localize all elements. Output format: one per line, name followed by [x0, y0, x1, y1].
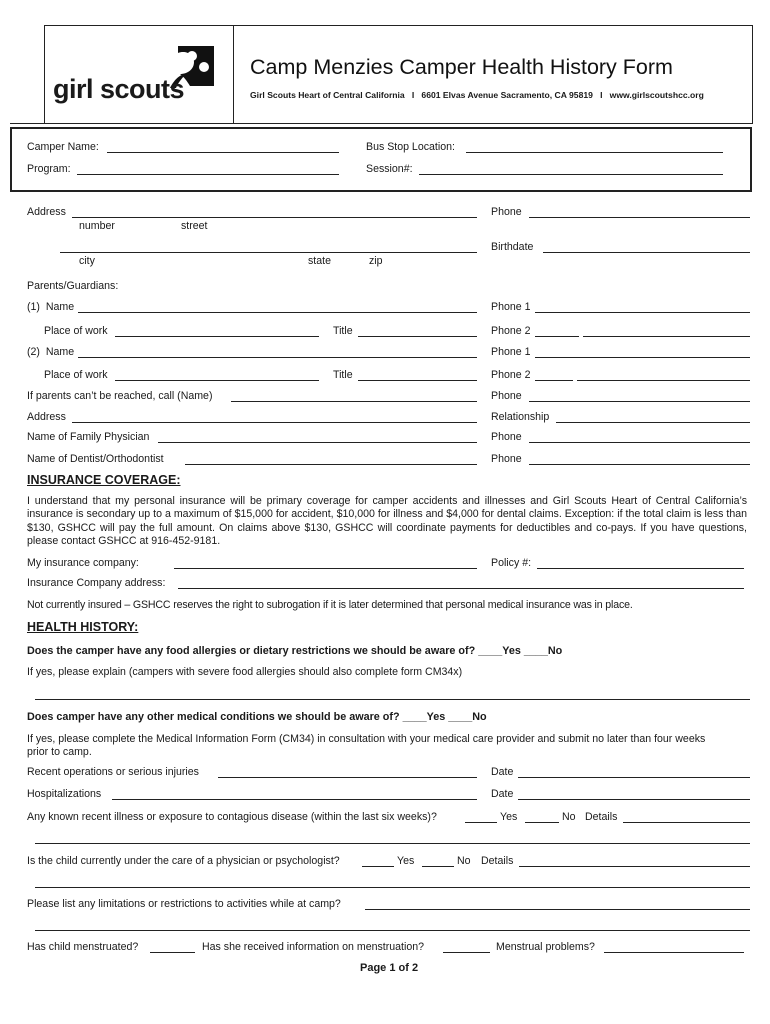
city-caption: city	[79, 255, 95, 267]
parent2-phone2-field[interactable]	[577, 380, 750, 381]
parent1-title-label: Title	[333, 325, 353, 337]
allergies-explain-field[interactable]	[35, 699, 750, 700]
relationship-label: Relationship	[491, 411, 550, 423]
menstruated-field[interactable]	[150, 952, 195, 953]
emergency-phone-field[interactable]	[529, 401, 750, 402]
parent2-title-label: Title	[333, 369, 353, 381]
parents-heading: Parents/Guardians:	[27, 280, 119, 292]
contagious-details-field[interactable]	[623, 822, 750, 823]
allergies-explain: If yes, please explain (campers with severe food allergies should also complete form CM34x)	[27, 666, 463, 678]
health-heading: HEALTH HISTORY:	[27, 620, 139, 634]
program-label: Program:	[27, 163, 71, 175]
policy-field[interactable]	[537, 568, 744, 569]
limitations-line2[interactable]	[35, 930, 750, 931]
logo-text: girl scouts	[53, 74, 185, 104]
menstruated-label: Has child menstruated?	[27, 941, 139, 953]
parent1-phone1-label: Phone 1	[491, 301, 531, 313]
parent2-name-field[interactable]	[78, 357, 477, 358]
emergency-contact-field[interactable]	[231, 401, 477, 402]
session-field[interactable]	[419, 174, 723, 175]
parent2-phone2-label: Phone 2	[491, 369, 531, 381]
address-number-caption: number	[79, 220, 115, 232]
insurance-company-field[interactable]	[174, 568, 477, 569]
limitations-field[interactable]	[365, 909, 750, 910]
relationship-field[interactable]	[556, 422, 750, 423]
bus-stop-field[interactable]	[466, 152, 723, 153]
org-subtitle: Girl Scouts Heart of Central California I 6601 Elvas Avenue Sacramento, CA 95819 I www.girlscoutshcc.org	[250, 90, 704, 100]
address-label: Address	[27, 206, 66, 218]
operations-date-field[interactable]	[518, 777, 750, 778]
address-street-caption: street	[181, 220, 208, 232]
physician-care-yes-label: Yes	[397, 855, 415, 867]
physician-care-no-label: No	[457, 855, 471, 867]
parent1-work-label: Place of work	[44, 325, 108, 337]
camper-name-label: Camper Name:	[27, 141, 99, 153]
parent2-phone1-label: Phone 1	[491, 346, 531, 358]
parent1-title-field[interactable]	[358, 336, 477, 337]
parent2-phone1-field[interactable]	[535, 357, 750, 358]
bus-stop-label: Bus Stop Location:	[366, 141, 455, 153]
physician-care-details-line2[interactable]	[35, 887, 750, 888]
limitations-question: Please list any limitations or restrictions to activities while at camp?	[27, 898, 341, 910]
dentist-field[interactable]	[185, 464, 477, 465]
emergency-address-field[interactable]	[72, 422, 477, 423]
contagious-question: Any known recent illness or exposure to contagious disease (within the last six weeks)?	[27, 811, 437, 823]
hospitalizations-date-field[interactable]	[518, 799, 750, 800]
menstrual-problems-field[interactable]	[604, 952, 744, 953]
hospitalizations-field[interactable]	[112, 799, 477, 800]
phone-field[interactable]	[529, 217, 750, 218]
physician-phone-field[interactable]	[529, 442, 750, 443]
zip-caption: zip	[369, 255, 383, 267]
parent2-phone2-area[interactable]	[535, 380, 573, 381]
address-field[interactable]	[72, 217, 477, 218]
dentist-phone-field[interactable]	[529, 464, 750, 465]
parent1-work-field[interactable]	[115, 336, 319, 337]
physician-care-details-label: Details	[481, 855, 514, 867]
city-state-zip-field[interactable]	[60, 252, 477, 253]
camper-name-field[interactable]	[107, 152, 339, 153]
insurance-company-label: My insurance company:	[27, 557, 139, 569]
physician-care-no-field[interactable]	[422, 866, 454, 867]
parent2-title-field[interactable]	[358, 380, 477, 381]
parent1-phone2-label: Phone 2	[491, 325, 531, 337]
parent1-phone2-field[interactable]	[583, 336, 750, 337]
state-caption: state	[308, 255, 331, 267]
menstruation-info-label: Has she received information on menstruation?	[202, 941, 424, 953]
emergency-phone-label: Phone	[491, 390, 522, 402]
operations-label: Recent operations or serious injuries	[27, 766, 199, 778]
parent2-name-label: (2) Name	[27, 346, 75, 358]
contagious-yes-label: Yes	[500, 811, 518, 823]
page-number: Page 1 of 2	[360, 962, 419, 974]
insurance-address-label: Insurance Company address:	[27, 577, 166, 589]
parent1-phone1-field[interactable]	[535, 312, 750, 313]
physician-field[interactable]	[158, 442, 477, 443]
contagious-no-field[interactable]	[525, 822, 559, 823]
contagious-details-label: Details	[585, 811, 618, 823]
conditions-question: Does camper have any other medical conditions we should be aware of? ____Yes ____No	[27, 711, 487, 723]
not-insured-note: Not currently insured – GSHCC reserves the right to subrogation if it is later determined that personal medical insurance was in place.	[27, 599, 633, 611]
emergency-address-label: Address	[27, 411, 66, 423]
insurance-heading: INSURANCE COVERAGE:	[27, 473, 181, 487]
menstrual-problems-label: Menstrual problems?	[496, 941, 595, 953]
phone-label: Phone	[491, 206, 522, 218]
insurance-address-field[interactable]	[178, 588, 744, 589]
operations-field[interactable]	[218, 777, 477, 778]
hospitalizations-date-label: Date	[491, 788, 514, 800]
operations-date-label: Date	[491, 766, 514, 778]
parent1-name-label: (1) Name	[27, 301, 75, 313]
policy-label: Policy #:	[491, 557, 532, 569]
physician-care-details-field[interactable]	[519, 866, 750, 867]
dentist-phone-label: Phone	[491, 453, 522, 465]
hospitalizations-label: Hospitalizations	[27, 788, 102, 800]
parent2-work-label: Place of work	[44, 369, 108, 381]
physician-label: Name of Family Physician	[27, 431, 150, 443]
parent1-phone2-area[interactable]	[535, 336, 579, 337]
page-title: Camp Menzies Camper Health History Form	[250, 55, 673, 79]
allergies-question: Does the camper have any food allergies or dietary restrictions we should be aware of? ____Yes ____No	[27, 645, 563, 657]
contagious-yes-field[interactable]	[465, 822, 497, 823]
birthdate-field[interactable]	[543, 252, 750, 253]
program-field[interactable]	[77, 174, 339, 175]
conditions-explain: If yes, please complete the Medical Information Form (CM34) in consultation with your medical care provider and submit no later than four weeks prior to camp.	[27, 733, 706, 759]
session-label: Session#:	[366, 163, 413, 175]
parent1-name-field[interactable]	[78, 312, 477, 313]
contagious-details-line2[interactable]	[35, 843, 750, 844]
dentist-label: Name of Dentist/Orthodontist	[27, 453, 164, 465]
contagious-no-label: No	[562, 811, 576, 823]
birthdate-label: Birthdate	[491, 241, 534, 253]
physician-care-yes-field[interactable]	[362, 866, 394, 867]
menstruation-info-field[interactable]	[443, 952, 490, 953]
physician-care-question: Is the child currently under the care of a physician or psychologist?	[27, 855, 340, 867]
insurance-paragraph: I understand that my personal insurance will be primary coverage for camper accidents and illnesses and Girl Scouts Heart of Central California’s insurance is secondary up to a maximum of $15,000 for accident, $10,000 for illness and $4,000 for dental claims. Exception: if the total claim is less than $130, GSHCC will pay the full amount. On claims above $130, GSHCC will coordinate payments for deductibles and co-pays. If you have questions, please contact GSHCC at 916-452-9181.	[27, 495, 747, 548]
camper-info-box	[10, 127, 752, 192]
physician-phone-label: Phone	[491, 431, 522, 443]
emergency-contact-label: If parents can’t be reached, call (Name)	[27, 390, 213, 402]
parent2-work-field[interactable]	[115, 380, 319, 381]
